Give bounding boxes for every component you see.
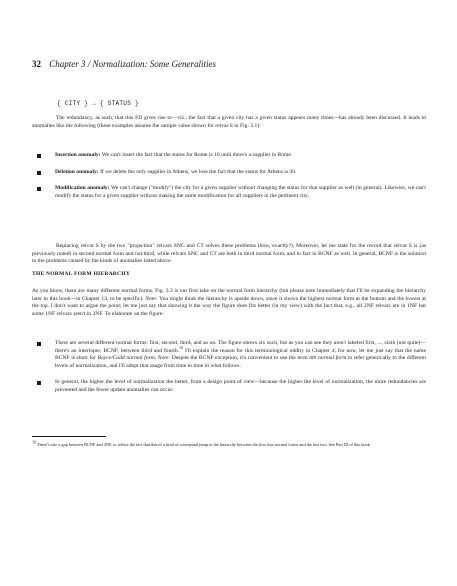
bullet-icon (37, 342, 41, 346)
point-text: In general, the higher the level of normalization the better, from a design point of view—because the higher the level of normalization, the more redundancies are prevented and the fewer update anomalies can occur. (55, 379, 426, 393)
anomaly-term: Deletion anomaly: (55, 168, 99, 175)
paragraph-replacing: Replacing relvar S by the two "projection" relvars SNC and CT solves these problems (how, exactly?). Moreover, let me state for the record that relvar S is (as previously noted) in second normal form and not third, while relvars SNC and CT are both in third normal form, and in fact in BCNF as well. In general, BCNF is the solution to the problems caused by the kinds of anomalies listed above. (32, 243, 426, 264)
paragraph-hierarchy (32, 288, 426, 318)
list-item (32, 169, 426, 177)
paragraph-text: As you know, there are many different normal forms. Fig. 3.3 is our first take on the normal form hierarchy (but please note immediately that I'll be expanding the hierarchy later in this book—in Chapter 13, to be specific). (32, 288, 426, 302)
section-heading: THE NORMAL FORM HIERARCHY (32, 271, 131, 277)
chapter-title: Chapter 3 / Normalization: Some Generalities (49, 59, 216, 69)
hierarchy-list (32, 340, 426, 394)
running-header (32, 59, 216, 69)
footnote-number: 10 (32, 439, 36, 445)
point-text: There are several different normal forms: first, second, third, and so on. The figure shows six such, but as you can see they aren't labeled first, ..., sixth (not quite)—there's an interloper, BCNF, between third and fourth. (55, 340, 426, 354)
anomaly-term: Modification anomaly: (55, 185, 110, 191)
point-italic: nth normal form (309, 355, 347, 361)
list-item (32, 185, 426, 200)
fd-expression: { CITY } → { STATUS } (57, 100, 139, 107)
anomaly-text: We can't insert the fact that the status for Rome is 10 until there's a supplier in Rome. (100, 152, 293, 158)
paragraph-redundancy: The redundancy, as such, that this FD gives rise to—viz., the fact that a given city has a given status appears many times—has already been discussed. It leads to anomalies like the following (these examples assume the sample value shown for relvar S in Fig. 3.1): (32, 115, 426, 129)
bullet-icon (37, 187, 41, 191)
footnote-divider (32, 436, 106, 437)
anomaly-text: If we delete the only supplier in Athens, we lose the fact that the status for Athens is 30. (98, 168, 297, 175)
bullet-icon (37, 381, 41, 385)
list-item (32, 152, 426, 160)
page-number: 32 (32, 59, 41, 69)
note-label: Note: (145, 295, 158, 302)
anomaly-list (32, 152, 426, 200)
bullet-icon (37, 171, 41, 175)
point-italic: Boyce/Codd normal form (97, 355, 155, 361)
point-text: to refer generically to the different levels of normalization, and I'll adopt that usage from time to time in what follows. (55, 355, 426, 369)
list-item (32, 379, 426, 394)
point-text: I'll explain the reason for this terminological oddity in Chapter 4; for now, let me just say that the name BCNF is short for (55, 347, 426, 361)
note-label: Note: (157, 355, 171, 361)
anomaly-term: Insertion anomaly: (55, 152, 101, 158)
point-text: Despite the BCNF exception, it's convenient to use the term (170, 355, 310, 361)
anomaly-text: We can't change ("modify") the city for a given supplier without changing the status for that supplier as well (in general). Likewise, we can't modify the status for a given supplier without making the same modification for all suppliers in the pertinent city. (55, 185, 426, 199)
footnote (32, 439, 426, 448)
footnote-ref[interactable]: 10 (179, 344, 184, 350)
paragraph-text: You might think the hierarchy is upside down, since it shows the highest normal form at the bottom and the lowest at the top. I don't want to argue the point; let me just say that showing it the way the figure does fits better (in my view) with the fact that, e.g., all 2NF relvars are in 1NF but some 1NF relvars aren't in 2NF. To elaborate on the figure: (32, 295, 426, 317)
bullet-icon (37, 154, 41, 158)
footnote-text: There's also a gap between BCNF and 4NF, to reflect the fact that there's a kind of conceptual jump in the hierarchy between the first four normal forms and the last two. See Part III of this book. (36, 442, 371, 447)
list-item (32, 340, 426, 370)
point-text: . (154, 355, 158, 361)
